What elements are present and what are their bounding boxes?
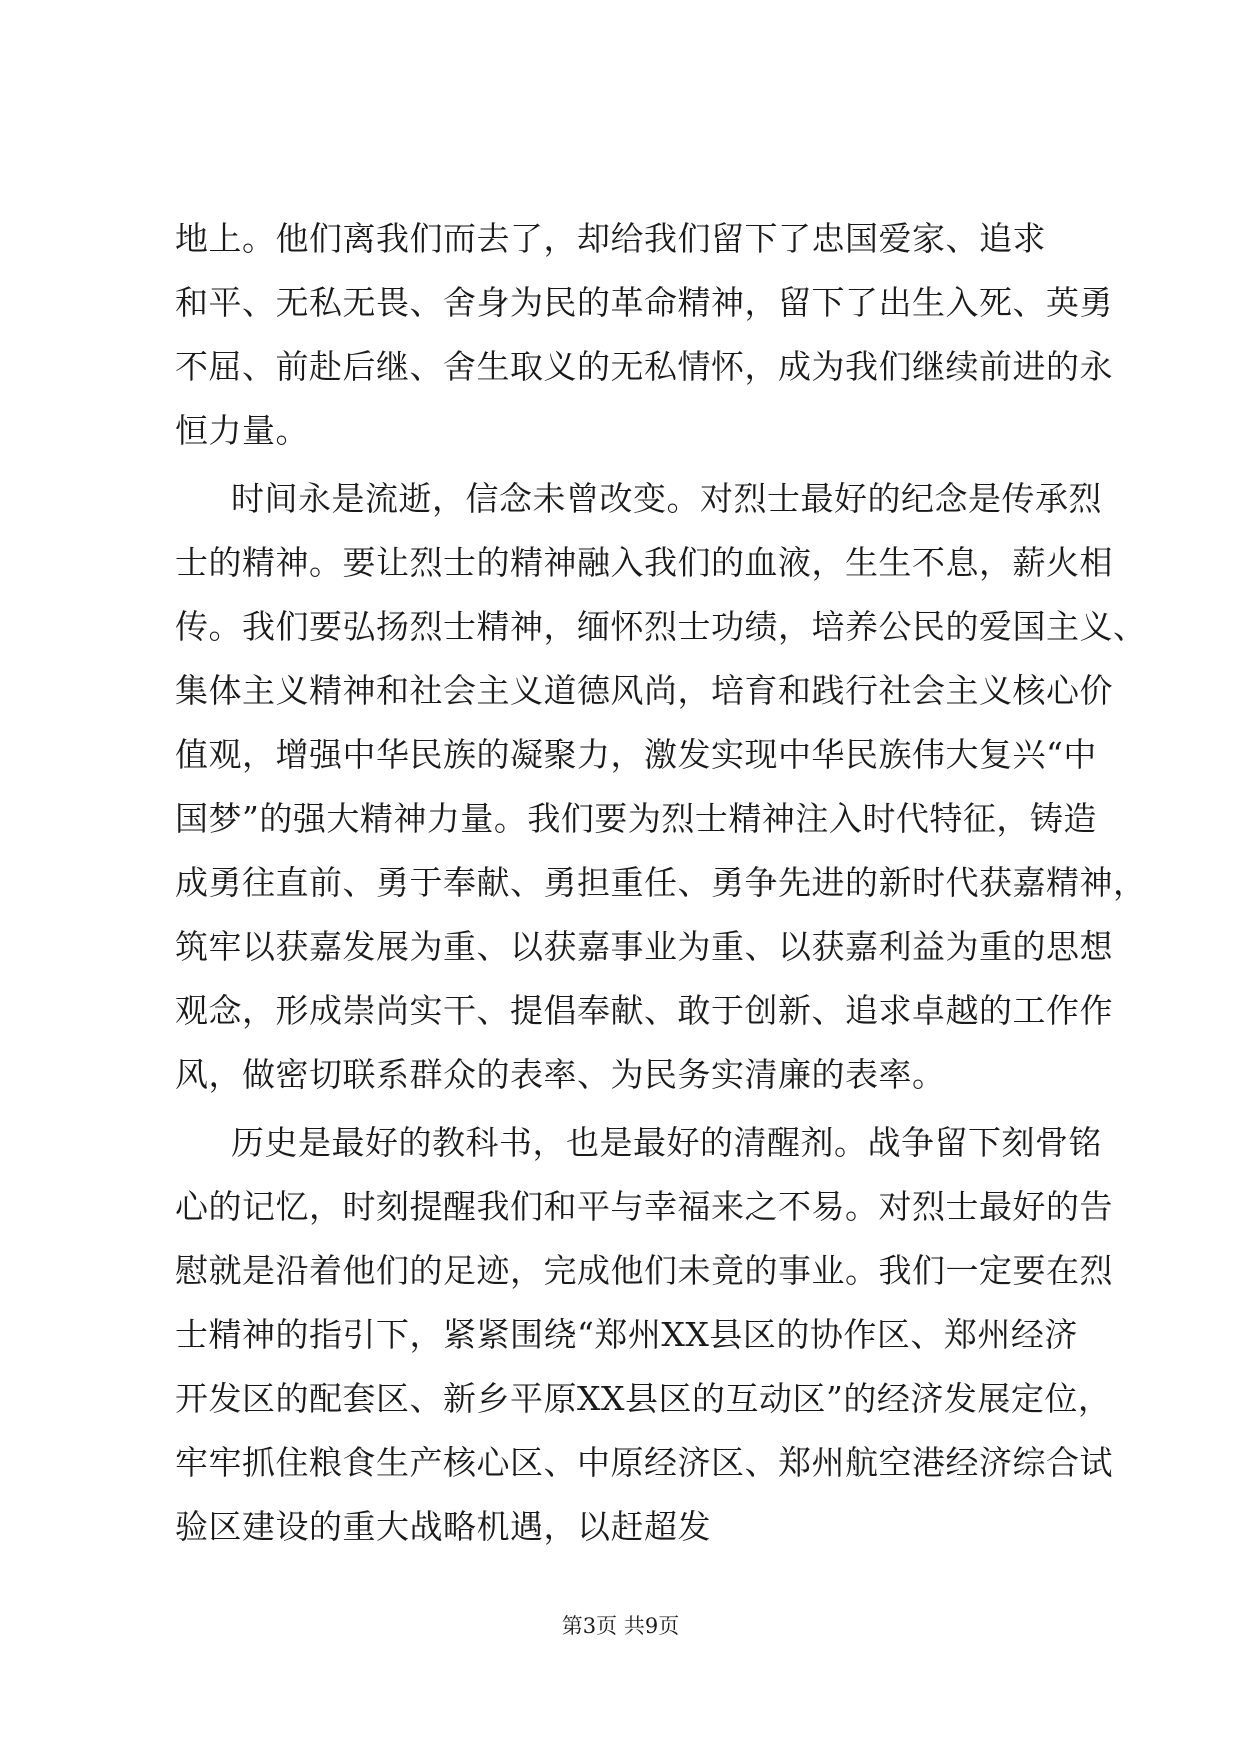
text-line: 和平、无私无畏、舍身为民的革命精神，留下了出生入死、英勇 [175,283,1113,322]
text-line: 慰就是沿着他们的足迹，完成他们未竟的事业。我们一定要在烈 [175,1251,1113,1290]
text-line: 观念，形成崇尚实干、提倡奉献、敢于创新、追求卓越的工作作 [175,991,1113,1030]
page-number-footer: 第3页 共9页 [561,1614,680,1638]
text-line: 地上。他们离我们而去了，却给我们留下了忠国爱家、追求 [175,219,1046,258]
text-line: 成勇往直前、勇于奉献、勇担重任、勇争先进的新时代获嘉精神， [175,863,1147,902]
text-line: 不屈、前赴后继、舍生取义的无私情怀，成为我们继续前进的永 [175,347,1113,386]
text-line: 国梦”的强大精神力量。我们要为烈士精神注入时代特征，铸造 [175,799,1097,838]
text-line: 士的精神。要让烈士的精神融入我们的血液，生生不息，薪火相 [175,543,1113,582]
text-line: 传。我们要弘扬烈士精神，缅怀烈士功绩，培养公民的爱国主义、 [175,607,1147,646]
text-line: 时间永是流逝，信念未曾改变。对烈士最好的纪念是传承烈 [231,479,1102,518]
text-line: 值观，增强中华民族的凝聚力，激发实现中华民族伟大复兴“中 [175,735,1097,774]
text-line: 士精神的指引下，紧紧围绕“郑州XX县区的协作区、郑州经济 [175,1315,1078,1354]
text-line: 恒力量。 [175,411,309,450]
text-line: 心的记忆，时刻提醒我们和平与幸福来之不易。对烈士最好的告 [175,1187,1113,1226]
text-line: 历史是最好的教科书，也是最好的清醒剂。战争留下刻骨铭 [231,1123,1102,1162]
text-line: 集体主义精神和社会主义道德风尚，培育和践行社会主义核心价 [175,671,1113,710]
text-line: 验区建设的重大战略机遇，以赶超发 [175,1507,711,1546]
text-line: 开发区的配套区、新乡平原XX县区的互动区”的经济发展定位， [175,1379,1112,1418]
text-line: 风，做密切联系群众的表率、为民务实清廉的表率。 [175,1055,946,1094]
text-line: 筑牢以获嘉发展为重、以获嘉事业为重、以获嘉利益为重的思想 [175,927,1113,966]
text-line: 牢牢抓住粮食生产核心区、中原经济区、郑州航空港经济综合试 [175,1443,1113,1482]
